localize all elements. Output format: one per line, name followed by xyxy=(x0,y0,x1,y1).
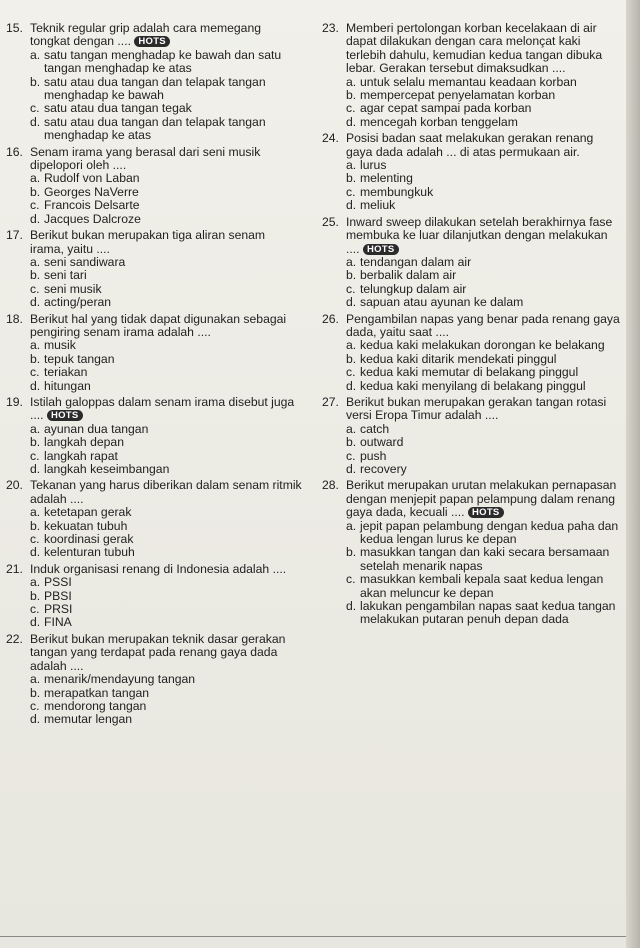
option-letter: a. xyxy=(30,505,41,520)
question-number: 19. xyxy=(6,394,23,409)
option-letter: c. xyxy=(30,101,40,116)
option-letter: b. xyxy=(346,545,357,560)
answer-option xyxy=(346,436,622,449)
question-text-content: Inward sweep dilakukan setelah berakhirnya fase membuka ke luar dilanjutkan dengan melakukan .... xyxy=(346,214,613,256)
hots-badge: HOTS xyxy=(47,410,83,421)
option-letter: d. xyxy=(30,114,41,129)
option-text: kelenturan tubuh xyxy=(44,545,135,560)
option-letter: c. xyxy=(30,198,40,213)
question-text-content: Senam irama yang berasal dari seni musik dipelopori oleh .... xyxy=(30,144,261,173)
question-16 xyxy=(6,146,302,226)
answer-option xyxy=(346,573,622,600)
answer-option xyxy=(346,76,622,89)
option-text: PRSI xyxy=(44,602,73,617)
option-letter: a. xyxy=(30,171,41,186)
answer-options xyxy=(6,172,302,226)
answer-option xyxy=(346,256,622,269)
question-header xyxy=(6,563,302,576)
option-text: masukkan kembali kepala saat kedua lengan akan meluncur ke depan xyxy=(360,572,604,600)
question-text-content: Teknik regular grip adalah cara memegang tongkat dengan .... xyxy=(30,21,262,49)
answer-option xyxy=(30,450,302,463)
option-text: langkah keseimbangan xyxy=(44,462,170,476)
answer-option xyxy=(346,353,622,366)
answer-option xyxy=(346,186,622,199)
question-text xyxy=(346,313,622,340)
answer-option xyxy=(30,546,302,559)
option-text: lurus xyxy=(360,158,387,173)
answer-option xyxy=(30,283,302,296)
option-letter: a. xyxy=(346,74,357,89)
answer-option xyxy=(346,269,622,282)
answer-option xyxy=(30,296,302,309)
question-number: 25. xyxy=(322,214,339,229)
question-text xyxy=(346,132,622,159)
left-column xyxy=(6,22,302,730)
question-text-content: Berikut hal yang tidak dapat digunakan sebagai pengiring senam irama adalah .... xyxy=(30,311,287,339)
question-header xyxy=(322,313,622,340)
question-22 xyxy=(6,633,302,727)
question-text xyxy=(30,479,302,506)
option-letter: b. xyxy=(30,518,41,533)
option-text: untuk selalu memantau keadaan korban xyxy=(360,74,577,89)
option-letter: b. xyxy=(30,435,41,450)
option-text: mendorong tangan xyxy=(44,698,147,713)
answer-option xyxy=(346,423,622,436)
answer-option xyxy=(30,576,302,589)
question-number: 20. xyxy=(6,478,23,493)
question-header xyxy=(6,633,302,673)
option-letter: c. xyxy=(30,532,40,547)
question-number: 17. xyxy=(6,228,23,243)
answer-options xyxy=(6,423,302,477)
option-letter: b. xyxy=(30,351,41,366)
question-text-content: Memberi pertolongan korban kecelakaan di air dapat dilakukan dengan cara melonçat kaki terlebih dahulu, kemudian kedua tangan dibuka lebar. Gerakan tersebut dimaksudkan .... xyxy=(346,21,603,76)
answer-option xyxy=(30,366,302,379)
option-letter: d. xyxy=(30,615,41,630)
option-letter: c. xyxy=(30,698,40,713)
answer-option xyxy=(30,339,302,352)
option-letter: d. xyxy=(346,295,357,310)
question-text xyxy=(346,22,622,76)
answer-option xyxy=(30,520,302,533)
option-letter: b. xyxy=(30,268,41,283)
option-text: PSSI xyxy=(44,575,72,590)
option-text: menarik/mendayung tangan xyxy=(44,672,196,687)
option-text: langkah rapat xyxy=(44,448,118,463)
option-text: musik xyxy=(44,338,76,353)
hots-badge: HOTS xyxy=(134,36,170,47)
question-21 xyxy=(6,563,302,630)
hots-badge: HOTS xyxy=(468,507,504,518)
option-letter: a. xyxy=(30,421,41,436)
option-letter: a. xyxy=(346,254,357,269)
answer-option xyxy=(30,700,302,713)
question-25 xyxy=(322,216,622,310)
answer-option xyxy=(30,256,302,269)
option-text: recovery xyxy=(360,462,407,476)
option-letter: b. xyxy=(30,588,41,603)
question-header xyxy=(6,396,302,423)
answer-option xyxy=(346,296,622,309)
question-28 xyxy=(322,479,622,626)
answer-option xyxy=(30,353,302,366)
question-number: 26. xyxy=(322,311,339,326)
option-letter: a. xyxy=(30,254,41,269)
answer-option xyxy=(346,159,622,172)
hots-badge: HOTS xyxy=(363,244,399,255)
question-number: 27. xyxy=(322,394,339,409)
question-number: 28. xyxy=(322,478,339,493)
option-text: kedua kaki menyilang di belakang pinggul xyxy=(360,378,586,393)
option-text: membungkuk xyxy=(360,184,434,199)
question-text xyxy=(346,479,622,519)
option-letter: d. xyxy=(30,211,41,226)
option-text: telungkup dalam air xyxy=(360,281,467,296)
option-letter: b. xyxy=(30,184,41,199)
answer-options xyxy=(6,339,302,393)
option-text: kekuatan tubuh xyxy=(44,518,128,533)
option-text: langkah depan xyxy=(44,435,124,450)
option-text: satu atau dua tangan tegak xyxy=(44,101,192,116)
answer-option xyxy=(30,533,302,546)
option-letter: d. xyxy=(346,114,357,129)
option-text: mempercepat penyelamatan korban xyxy=(360,88,556,103)
option-letter: d. xyxy=(346,462,357,476)
option-letter: d. xyxy=(346,378,357,393)
option-letter: a. xyxy=(30,575,41,590)
option-letter: b. xyxy=(30,685,41,700)
question-19 xyxy=(6,396,302,476)
answer-option xyxy=(346,450,622,463)
answer-options xyxy=(6,49,302,143)
question-header xyxy=(6,313,302,340)
option-letter: c. xyxy=(30,448,40,463)
answer-options xyxy=(322,159,622,213)
question-26 xyxy=(322,313,622,393)
answer-option xyxy=(30,673,302,686)
question-27 xyxy=(322,396,622,476)
option-text: satu tangan menghadap ke bawah dan satu tangan menghadap ke atas xyxy=(44,47,282,76)
option-text: satu atau dua tangan dan telapak tangan menghadap ke bawah xyxy=(44,74,266,103)
answer-option xyxy=(346,463,622,476)
question-number: 24. xyxy=(322,131,339,146)
question-text xyxy=(30,22,302,49)
option-text: acting/peran xyxy=(44,295,112,310)
question-20 xyxy=(6,479,302,559)
answer-option xyxy=(30,199,302,212)
option-letter: b. xyxy=(346,88,357,103)
answer-option xyxy=(30,713,302,726)
right-column xyxy=(322,22,622,630)
answer-option xyxy=(30,463,302,476)
option-text: Georges NaVerre xyxy=(44,184,139,199)
page-binding-edge xyxy=(626,0,640,948)
answer-option xyxy=(346,380,622,393)
answer-option xyxy=(346,116,622,129)
answer-option xyxy=(30,186,302,199)
option-letter: a. xyxy=(30,338,41,353)
question-15 xyxy=(6,22,302,143)
question-header xyxy=(6,146,302,173)
question-text-content: Berikut bukan merupakan teknik dasar gerakan tangan yang terdapat pada renang gaya dada adalah .... xyxy=(30,631,286,673)
answer-option xyxy=(30,116,302,143)
option-text: mencegah korban tenggelam xyxy=(360,114,518,129)
question-text xyxy=(346,216,622,256)
option-letter: c. xyxy=(346,281,356,296)
option-letter: a. xyxy=(346,518,357,533)
option-text: push xyxy=(360,448,387,463)
option-text: teriakan xyxy=(44,365,88,380)
option-text: koordinasi gerak xyxy=(44,532,134,547)
option-letter: d. xyxy=(30,378,41,393)
question-text xyxy=(30,313,302,340)
answer-option xyxy=(346,283,622,296)
answer-option xyxy=(30,380,302,393)
option-letter: c. xyxy=(30,602,40,617)
question-text xyxy=(30,396,302,423)
option-text: ayunan dua tangan xyxy=(44,421,149,436)
answer-options xyxy=(322,339,622,393)
question-text-content: Tekanan yang harus diberikan dalam senam ritmik adalah .... xyxy=(30,478,302,506)
option-letter: b. xyxy=(30,74,41,89)
question-header xyxy=(6,22,302,49)
question-18 xyxy=(6,313,302,393)
answer-options xyxy=(322,520,622,627)
option-letter: b. xyxy=(346,268,357,283)
question-number: 16. xyxy=(6,144,23,159)
option-letter: d. xyxy=(346,198,357,213)
answer-options xyxy=(322,76,622,130)
question-text-content: Induk organisasi renang di Indonesia adalah .... xyxy=(30,561,287,576)
question-header xyxy=(322,396,622,423)
option-letter: c. xyxy=(346,184,356,199)
answer-option xyxy=(346,546,622,573)
option-text: masukkan tangan dan kaki secara bersamaan setelah menarik napas xyxy=(360,545,610,573)
option-letter: a. xyxy=(30,47,41,62)
option-text: Francois Delsarte xyxy=(44,198,140,213)
option-text: outward xyxy=(360,435,404,450)
question-text-content: Berikut bukan merupakan gerakan tangan rotasi versi Eropa Timur adalah .... xyxy=(346,394,607,423)
answer-option xyxy=(30,102,302,115)
option-text: catch xyxy=(360,421,390,436)
option-letter: d. xyxy=(30,462,41,476)
option-letter: a. xyxy=(346,338,357,353)
option-text: merapatkan tangan xyxy=(44,685,150,700)
option-text: lakukan pengambilan napas saat kedua tangan melakukan putaran penuh depan dada xyxy=(360,599,616,627)
answer-option xyxy=(346,339,622,352)
answer-options xyxy=(6,256,302,310)
question-text xyxy=(30,229,302,256)
option-letter: a. xyxy=(346,421,357,436)
option-letter: b. xyxy=(346,435,357,450)
option-text: jepit papan pelambung dengan kedua paha dan kedua lengan lurus ke depan xyxy=(360,518,619,547)
question-text-content: Pengambilan napas yang benar pada renang gaya dada, yaitu saat .... xyxy=(346,311,620,339)
answer-options xyxy=(6,506,302,560)
option-letter: d. xyxy=(346,599,357,614)
option-text: tendangan dalam air xyxy=(360,254,472,269)
answer-option xyxy=(346,89,622,102)
option-letter: c. xyxy=(346,365,356,380)
option-text: hitungan xyxy=(44,378,91,393)
option-text: agar cepat sampai pada korban xyxy=(360,101,532,116)
option-letter: d. xyxy=(30,712,41,727)
answer-option xyxy=(346,102,622,115)
option-text: FINA xyxy=(44,615,72,630)
option-text: kedua kaki melakukan dorongan ke belakang xyxy=(360,338,605,353)
question-text-content: Istilah galoppas dalam senam irama disebut juga .... xyxy=(30,394,295,423)
question-text-content: Berikut bukan merupakan tiga aliran senam irama, yaitu .... xyxy=(30,228,266,256)
question-17 xyxy=(6,229,302,309)
question-24 xyxy=(322,132,622,212)
option-letter: c. xyxy=(346,101,356,116)
answer-option xyxy=(30,687,302,700)
option-text: berbalik dalam air xyxy=(360,268,457,283)
option-text: kedua kaki memutar di belakang pinggul xyxy=(360,365,579,380)
answer-option xyxy=(30,49,302,76)
option-letter: b. xyxy=(346,171,357,186)
option-text: ketetapan gerak xyxy=(44,505,132,520)
option-text: PBSI xyxy=(44,588,72,603)
answer-option xyxy=(30,269,302,282)
option-text: Jacques Dalcroze xyxy=(44,211,141,226)
question-header xyxy=(322,22,622,76)
answer-option xyxy=(30,436,302,449)
answer-option xyxy=(346,366,622,379)
option-text: seni sandiwara xyxy=(44,254,126,269)
option-letter: a. xyxy=(346,158,357,173)
option-text: seni musik xyxy=(44,281,102,296)
answer-options xyxy=(6,673,302,727)
bottom-rule xyxy=(0,936,626,937)
option-text: kedua kaki ditarik mendekati pinggul xyxy=(360,351,557,366)
answer-option xyxy=(346,520,622,547)
answer-options xyxy=(322,256,622,310)
option-text: sapuan atau ayunan ke dalam xyxy=(360,295,524,310)
question-header xyxy=(322,216,622,256)
question-header xyxy=(6,479,302,506)
question-text-content: Posisi badan saat melakukan gerakan renang gaya dada adalah ... di atas permukaan air. xyxy=(346,131,594,159)
question-text xyxy=(30,146,302,173)
question-number: 21. xyxy=(6,561,23,576)
question-number: 23. xyxy=(322,21,339,35)
answer-option xyxy=(30,616,302,629)
option-letter: c. xyxy=(346,572,356,587)
option-letter: d. xyxy=(30,545,41,560)
answer-option xyxy=(346,172,622,185)
option-letter: b. xyxy=(346,351,357,366)
question-text xyxy=(30,633,302,673)
option-text: satu atau dua tangan dan telapak tangan menghadap ke atas xyxy=(44,114,266,143)
question-text-content: Berikut merupakan urutan melakukan pernapasan dengan menjepit papan pelampung dalam renang gaya dada, kecuali .... xyxy=(346,478,617,520)
option-letter: a. xyxy=(30,672,41,687)
option-text: seni tari xyxy=(44,268,87,283)
question-23 xyxy=(322,22,622,129)
answer-option xyxy=(30,76,302,103)
option-letter: d. xyxy=(30,295,41,310)
question-text xyxy=(30,563,302,576)
answer-option xyxy=(30,213,302,226)
answer-option xyxy=(30,506,302,519)
option-letter: c. xyxy=(30,365,40,380)
answer-options xyxy=(322,423,622,477)
question-header xyxy=(6,229,302,256)
answer-option xyxy=(30,172,302,185)
question-number: 18. xyxy=(6,311,23,326)
question-header xyxy=(322,479,622,519)
question-number: 15. xyxy=(6,21,23,35)
question-text xyxy=(346,396,622,423)
option-text: meliuk xyxy=(360,198,396,213)
option-text: tepuk tangan xyxy=(44,351,115,366)
answer-option xyxy=(30,590,302,603)
answer-option xyxy=(30,603,302,616)
option-text: Rudolf von Laban xyxy=(44,171,140,186)
question-header xyxy=(322,132,622,159)
answer-option xyxy=(346,600,622,627)
answer-option xyxy=(30,423,302,436)
answer-option xyxy=(346,199,622,212)
option-letter: c. xyxy=(30,281,40,296)
answer-options xyxy=(6,576,302,630)
option-letter: c. xyxy=(346,448,356,463)
option-text: memutar lengan xyxy=(44,712,133,727)
option-text: melenting xyxy=(360,171,413,186)
question-number: 22. xyxy=(6,631,23,646)
